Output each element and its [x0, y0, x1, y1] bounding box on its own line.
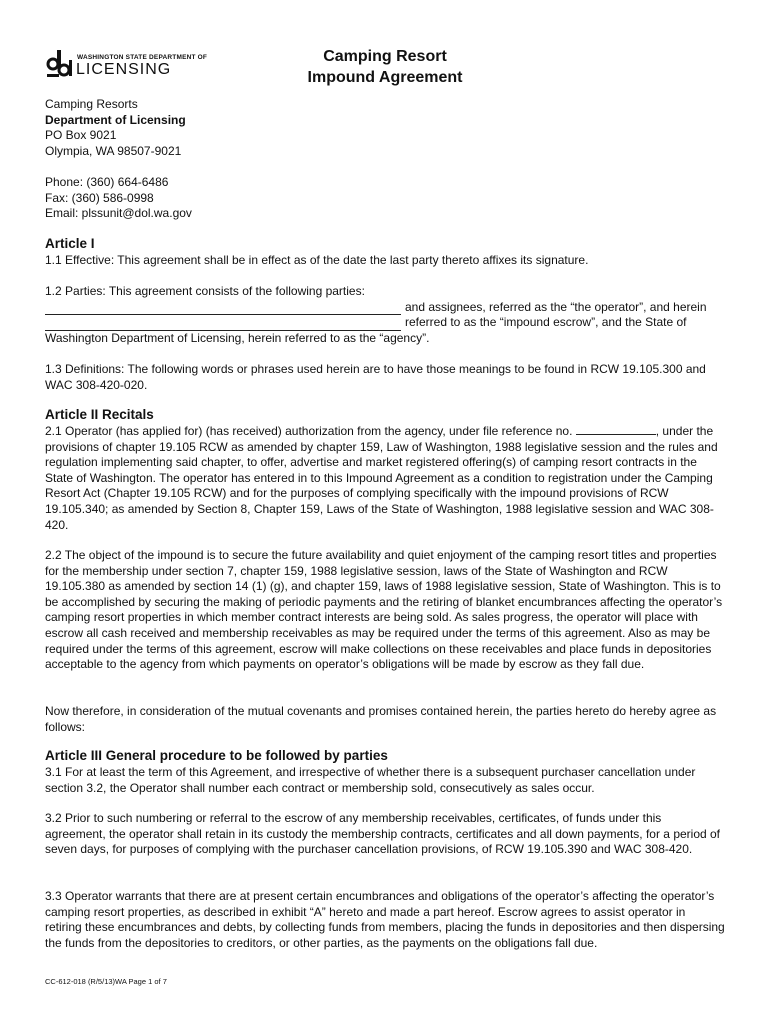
address-line-2: Department of Licensing	[45, 112, 186, 127]
title-line-1: Camping Resort	[323, 48, 447, 65]
section-3-1: 3.1 For at least the term of this Agreement, and irrespective of whether there is a subsequent purchaser cancellation under section 3.2, the Operator shall number each contract or membership sold, consecutively as sales occur.	[45, 765, 696, 795]
section-1-2	[45, 284, 725, 346]
address-line-4: Olympia, WA 98507-9021	[45, 143, 182, 158]
section-3-2: 3.2 Prior to such numbering or referral to the escrow of any membership receivables, certificates, of funds under this agreement, the operator shall retain in its custody the membership contracts, certificates and all down payments, for a period of seven days, for purposes of complying with the purchaser cancellation provisions, of RCW 19.105.390 and WAC 308-420.	[45, 811, 721, 857]
article-1-heading: Article I	[45, 236, 95, 251]
page-footer: CC-612-018 (R/5/13)WA Page 1 of 7	[45, 977, 167, 986]
party-operator-row	[45, 300, 725, 316]
now-therefore-paragraph: Now therefore, in consideration of the mutual covenants and promises contained herein, the parties hereto do hereby agree as follows:	[45, 704, 717, 734]
article-3-heading: Article III General procedure to be followed by parties	[45, 748, 388, 763]
section-3-3: 3.3 Operator warrants that there are at present certain encumbrances and obligations of the operator’s affecting the operator’s camping resort properties, as described in exhibit “A” hereto and made a part hereof. Escrow agrees to assist operator in retiring these encumbrances and debts, by collecting funds from members, placing the funds in depositories and then dispersing the funds from the depositories to creditors, or other parties, as the payments on the obligations fall due.	[45, 889, 725, 950]
address-line-3: PO Box 9021	[45, 128, 117, 143]
dol-logo-mark-icon	[45, 48, 73, 78]
section-2-1-rest: under the provisions of chapter 19.105 RCW as amended by chapter 159, Law of Washington, 1988 legislative session and the rules and regulation implementing said chapter, to offer, advertise and market registered offering(s) of camping resort contracts in the State of Washington. The operator has entered in to this Impound Agreement as a condition to registration under the Camping Resort Act (Chapter 19.105 RCW) and for the purposes of complying specifically with the impound provisions of RCW 19.105.340; as amended by Section 8, Chapter 159, Laws of the State of Washington, 1988 legislative session and WAC 308-420.	[45, 424, 718, 532]
article-2-heading: Article II Recitals	[45, 407, 154, 422]
party-agency-text: Washington Department of Licensing, herein referred to as the “agency”.	[45, 330, 430, 345]
section-2-1-start: 2.1 Operator (has applied for) (has received) authorization from the agency, under file reference no.	[45, 424, 573, 438]
party-operator-text: and assignees, referred as the “the operator”, and herein	[405, 299, 707, 314]
section-2-1: 2.1 Operator (has applied for) (has received) authorization from the agency, under file reference no. , under the provisions of chapter 19.105 RCW as amended by chapter 159, Law of Washington, 1988 legislative session and the rules and regulation implementing said chapter, to offer, advertise and market registered offering(s) of camping resort contracts in the State of Washington. The operator has entered in to this Impound Agreement as a condition to registration under the Camping Resort Act (Chapter 19.105 RCW) and for the purposes of complying specifically with the impound provisions of RCW 19.105.340; as amended by Section 8, Chapter 159, Laws of the State of Washington, 1988 legislative session and WAC 308-420.	[45, 424, 718, 532]
section-1-3: 1.3 Definitions: The following words or phrases used herein are to have those meanings to be found in RCW 19.105.300 and WAC 308-420-020.	[45, 362, 706, 392]
section-1-1: 1.1 Effective: This agreement shall be in effect as of the date the last party thereto affixes its signature.	[45, 253, 589, 267]
email: Email: plssunit@dol.wa.gov	[45, 206, 192, 221]
contact-info	[45, 175, 725, 222]
page-title	[270, 46, 500, 88]
escrow-name-field[interactable]	[45, 318, 401, 331]
party-escrow-row	[45, 315, 725, 331]
section-1-2-intro: 1.2 Parties: This agreement consists of the following parties:	[45, 284, 365, 298]
logo-main-text: LICENSING	[76, 61, 172, 78]
phone: Phone: (360) 664-6486	[45, 175, 169, 189]
address-line-1: Camping Resorts	[45, 97, 138, 111]
fax: Fax: (360) 586-0998	[45, 190, 154, 205]
logo-dept-line: WASHINGTON STATE DEPARTMENT OF	[77, 54, 208, 61]
party-escrow-text: referred to as the “impound escrow”, and the State of	[405, 315, 687, 330]
title-line-2: Impound Agreement	[307, 69, 463, 86]
operator-name-field[interactable]	[45, 302, 401, 315]
dol-logo	[45, 48, 208, 80]
section-2-2: 2.2 The object of the impound is to secure the future availability and quiet enjoyment of the camping resort titles and properties for the membership under section 7, chapter 159, 1988 legislative session, laws of the State of Washington and RCW 19.105.380 as amended by section 14 (1) (g), and chapter 159, laws of 1988 legislative session, State of Washington. This is to be accomplished by securing the making of periodic payments and the retiring of blanket encumbrances affecting the operator’s camping resort properties in which member contract interests are being sold. As sales progress, the operator will place with escrow all cash received and membership receivables as may be required under the terms of this agreement. Also as may be required under the terms of this agreement, escrow will make collections on these receivables and place funds in depositories acceptable to the agency from which payments on operator’s obligations will be made by escrow as they fall due.	[45, 548, 723, 672]
file-reference-field[interactable]	[576, 423, 656, 435]
mailing-address	[45, 97, 725, 159]
